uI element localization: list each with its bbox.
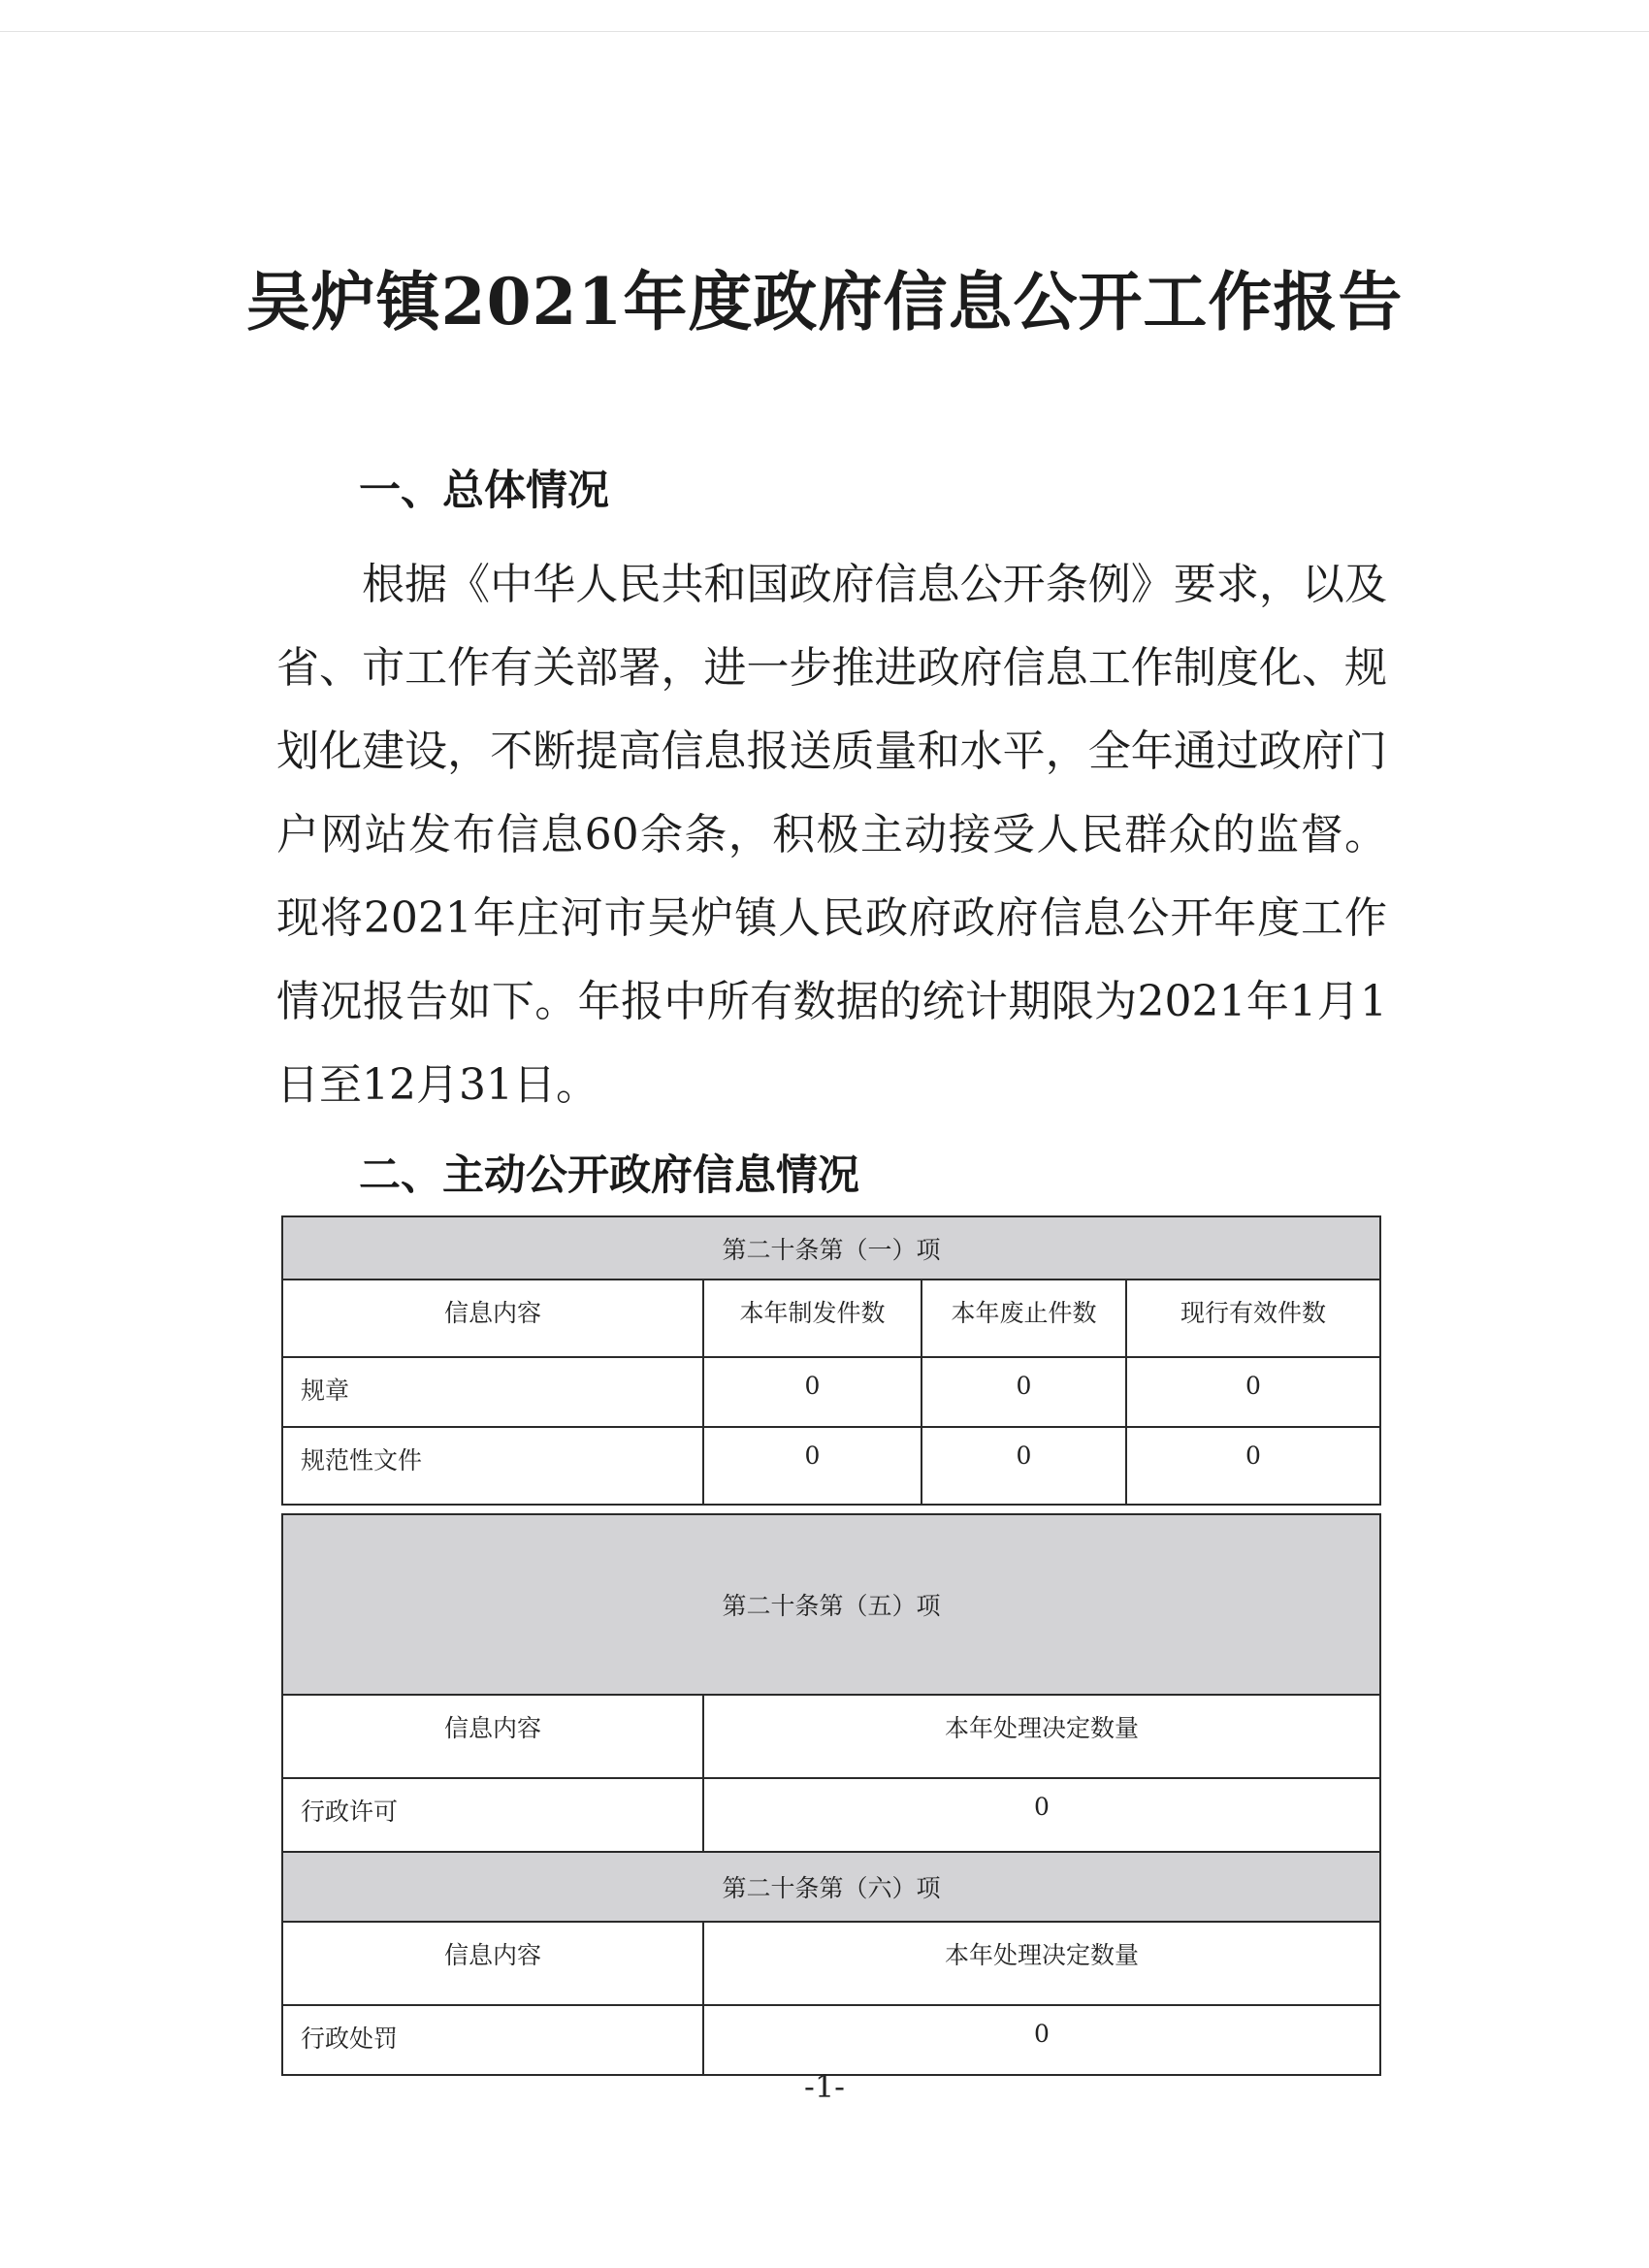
row-label: 行政处罚 <box>282 2005 703 2075</box>
table-row <box>282 1427 1380 1505</box>
page-top-edge <box>0 31 1649 32</box>
table-row <box>282 1357 1380 1427</box>
cell-value: 0 <box>703 1427 922 1505</box>
column-header: 本年处理决定数量 <box>703 1695 1380 1778</box>
cell-value: 0 <box>1126 1427 1380 1505</box>
cell-value: 0 <box>703 2005 1380 2075</box>
column-header: 本年废止件数 <box>922 1280 1126 1357</box>
table-article-20-item-1 <box>281 1215 1381 1506</box>
column-header: 现行有效件数 <box>1126 1280 1380 1357</box>
section-1-text: 根据《中华人民共和国政府信息公开条例》要求，以及省、市工作有关部署，进一步推进政府信息工作制度化、规划化建设，不断提高信息报送质量和水平，全年通过政府门户网站发布信息60余条，积极主动接受人民群众的监督。现将2021年庄河市吴炉镇人民政府政府信息公开年度工作情况报告如下。年报中所有数据的统计期限为2021年1月1日至12月31日。 <box>276 560 1387 1110</box>
column-header: 信息内容 <box>282 1922 703 2005</box>
row-label: 规章 <box>282 1357 703 1427</box>
column-header: 信息内容 <box>282 1280 703 1357</box>
table-title: 第二十条第（五）项 <box>282 1514 1380 1695</box>
column-header: 信息内容 <box>282 1695 703 1778</box>
table-title: 第二十条第（一）项 <box>282 1216 1380 1280</box>
table-row <box>282 2005 1380 2075</box>
document-title: 吴炉镇2021年度政府信息公开工作报告 <box>245 264 1404 340</box>
section-1-paragraph <box>276 543 1387 1127</box>
section-2-heading: 二、主动公开政府信息情况 <box>359 1151 859 1200</box>
cell-value: 0 <box>922 1357 1126 1427</box>
column-header: 本年处理决定数量 <box>703 1922 1380 2005</box>
page-number: -1- <box>804 2068 845 2105</box>
cell-value: 0 <box>703 1357 922 1427</box>
cell-value: 0 <box>922 1427 1126 1505</box>
table-article-20-item-6 <box>281 1851 1381 2076</box>
table-title: 第二十条第（六）项 <box>282 1852 1380 1922</box>
table-row <box>282 1778 1380 1852</box>
section-1-heading: 一、总体情况 <box>359 467 609 515</box>
row-label: 规范性文件 <box>282 1427 703 1505</box>
row-label: 行政许可 <box>282 1778 703 1852</box>
cell-value: 0 <box>1126 1357 1380 1427</box>
table-article-20-item-5 <box>281 1513 1381 1853</box>
cell-value: 0 <box>703 1778 1380 1852</box>
column-header: 本年制发件数 <box>703 1280 922 1357</box>
